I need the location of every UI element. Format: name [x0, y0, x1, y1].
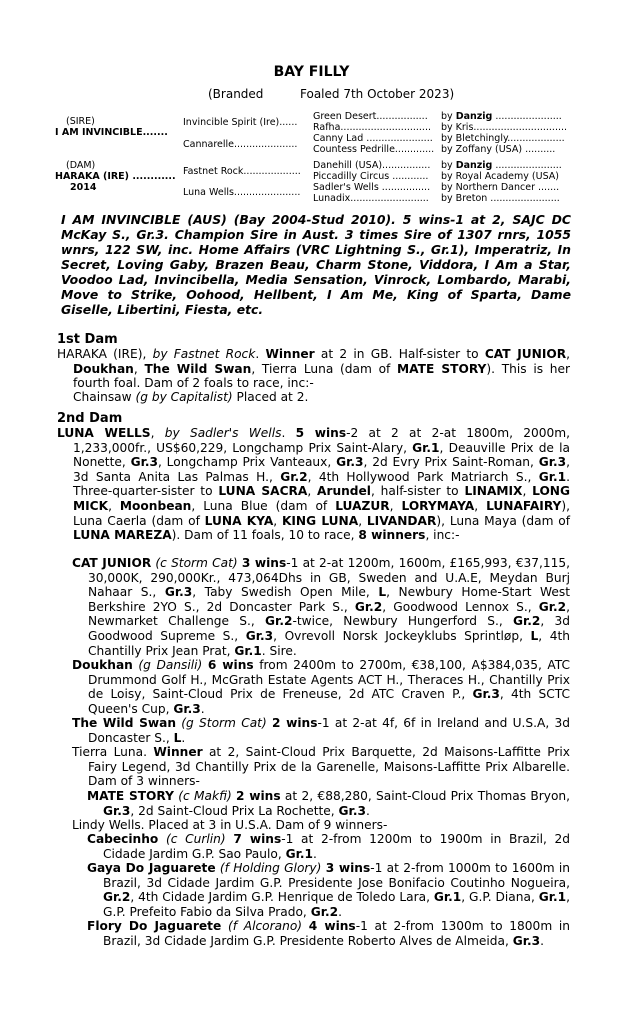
text-run: (f Holding Glory) [219, 861, 322, 875]
text-run: 6 wins [207, 658, 254, 672]
text-run: , Deauville Prix de la Nonette, [73, 440, 570, 470]
g3-by: by Kris............................... [441, 122, 568, 133]
text-run: HARAKA (IRE), [57, 347, 153, 361]
dam-name: HARAKA (IRE) ............ [55, 171, 176, 182]
text-run: . [255, 347, 266, 361]
g3-by: by Breton ....................... [441, 193, 560, 204]
text-run: Placed at 2. [232, 390, 309, 404]
text-run: , [566, 347, 571, 361]
text-run: , 4th SCTC Queen's Cup, [88, 687, 570, 716]
text-run: Gr.3 [103, 803, 131, 818]
text-run: LUNA SACRA [218, 484, 308, 499]
text-run: Gr.1 [285, 846, 313, 861]
g3-by: by Danzig ...................... [441, 111, 562, 122]
text-run: Gr.2 [103, 890, 131, 905]
text-run: , G.P. Prefeito Fabio da Silva Prado, [103, 890, 570, 919]
text-run: 8 winners [358, 528, 426, 543]
text-run: Gr.1 [234, 643, 262, 658]
text-run: at 2, Saint-Cloud Prix Barquette, 2d Maisons-Laffitte Prix Fairy Legend, 3d Chantilly Prix de la Garenelle, Maisons-Laffitte Prix Albarelle. Dam of 3 winners- [88, 745, 570, 789]
text-run: LORYMAYA [401, 498, 475, 513]
text-run: Gr.3 [245, 628, 274, 643]
text-run: LUNA KYA [204, 513, 274, 528]
text-run: Arundel [317, 484, 371, 499]
text-run: 7 wins [233, 832, 282, 846]
text-run: LONG MICK [73, 484, 571, 513]
text-run: . [181, 730, 186, 745]
text-run: ). Dam of 11 foals, 10 to race, [171, 528, 359, 543]
text-run: , [358, 513, 367, 528]
text-run: Gr.1 [538, 890, 567, 905]
foaled-date: Foaled 7th October 2023) [300, 87, 455, 101]
dam-dam: Luna Wells...................... [183, 187, 301, 198]
g3-by: by Bletchingly................... [441, 133, 565, 144]
text-run: Gr.3 [130, 455, 158, 470]
text-run: , Longchamp Prix Vanteaux, [157, 455, 337, 470]
text-run: . [200, 701, 205, 716]
text-run: Gr.2 [265, 614, 293, 629]
text-run: Moonbean [119, 498, 192, 513]
text-run [302, 919, 309, 933]
text-run: , 2d Evry Prix Saint-Roman, [363, 455, 539, 470]
text-run: (c Storm Cat) [155, 556, 238, 570]
text-run: , [307, 484, 318, 499]
first-dam-foal [73, 390, 570, 405]
g3-name: Green Desert................. [313, 111, 428, 122]
text-run: Gr.2 [280, 469, 308, 484]
text-run: Cabecinho [87, 832, 159, 846]
text-run: , [273, 513, 282, 528]
text-run: Gaya Do Jaguarete [87, 861, 216, 875]
text-run: L [530, 628, 539, 643]
text-run: , [150, 426, 165, 440]
text-run: Gr.3 [164, 585, 193, 600]
sire-sire: Invincible Spirit (Ire)...... [183, 117, 298, 128]
text-run: Winner [153, 745, 203, 759]
text-run: Gr.3 [512, 933, 541, 948]
text-run: LIVANDAR [366, 513, 437, 528]
first-dam-heading: 1st Dam [57, 332, 118, 347]
text-run: , 4th Cidade Jardim G.P. Henrique de Toledo Lara, [130, 890, 434, 905]
text-run: 5 wins [295, 426, 347, 440]
text-run: Gr.1 [433, 890, 462, 905]
dam-year: 2014 [70, 182, 97, 193]
progeny-lindy-wells [72, 818, 570, 833]
text-run: 2 wins [271, 716, 318, 730]
text-run: Gr.2 [538, 599, 567, 614]
text-run: LINAMIX [464, 484, 523, 499]
text-run: at 2, €88,280, Saint-Cloud Prix Thomas Bryon, [280, 789, 570, 803]
text-run: , Tierra Luna (dam of [251, 361, 398, 376]
text-run [221, 919, 228, 933]
text-run: , G.P. Diana, [461, 890, 539, 905]
text-run: , [133, 361, 145, 376]
text-run: 4 wins [308, 919, 356, 933]
g3-name: Countess Pedrille............. [313, 144, 435, 155]
text-run: 2 wins [236, 789, 281, 803]
text-run: . [365, 803, 370, 818]
text-run [158, 832, 166, 846]
text-run: Tierra Luna. [72, 745, 154, 759]
text-run: Lindy Wells. Placed at 3 in U.S.A. Dam of 9 winners- [72, 818, 388, 832]
g3-by: by Royal Academy (USA) [441, 171, 559, 182]
sire-summary: I AM INVINCIBLE (AUS) (Bay 2004-Stud 2010). 5 wins-1 at 2, SAJC DC McKay S., Gr.3. Champion Sire in Aust. 3 times Sire of 1307 rnrs, 1055 wnrs, 122 SW, inc. Home Affairs (VRC Lightning S., Gr.1), Imperatriz, In Secret, Loving Gaby, Brazen Beau, Charm Stone, Viddora, I Am a Star, Voodoo Lad, Invincibella, Media Sensation, Vinrock, Lombardo, Marabi, Move to Strike, Oohood, Hellbent, I Am Me, King of Sparta, Dame Giselle, Libertini, Fiesta, etc. [61, 212, 571, 317]
text-run: The Wild Swan [72, 716, 177, 730]
progeny-cat-junior [72, 556, 571, 658]
text-run: , Newbury Home-Start West Berkshire 2YO S., 2d Doncaster Park S., [88, 585, 571, 614]
text-run: , [474, 498, 487, 513]
g3-name: Sadler's Wells ................ [313, 182, 431, 193]
text-run: Gr.2 [310, 904, 339, 919]
text-run: at 2 in GB. Half-sister to [314, 347, 485, 361]
progeny-wild-swan [72, 716, 571, 745]
g3-by: by Danzig ...................... [441, 160, 562, 171]
text-run: Doukhan [72, 658, 133, 672]
text-run: ), Luna Caerla (dam of [73, 498, 570, 528]
text-run: Gr.3 [538, 455, 567, 470]
progeny-tierra-luna [72, 745, 570, 789]
text-run: , 4th Chantilly Prix Jean Prat, [88, 628, 571, 658]
text-run: -twice, Newbury Hungerford S., [292, 614, 513, 629]
grandprogeny-gaya [87, 861, 571, 919]
text-run: . [338, 904, 342, 919]
text-run: , 3d Santa Anita Las Palmas H., [73, 455, 571, 484]
text-run: . [312, 846, 317, 861]
text-run: Gr.2 [354, 599, 383, 614]
text-run: Flory Do Jaguarete [87, 919, 222, 933]
text-run: , Ovrevoll Norsk Jockeyklubs Sprintløp, [273, 628, 531, 643]
text-run: , 2d Saint-Cloud Prix La Rochette, [130, 803, 339, 818]
text-run: , inc:- [425, 528, 460, 543]
text-run: LUNA MAREZA [73, 528, 172, 543]
text-run: Gr.3 [173, 701, 201, 716]
g3-name: Rafha.............................. [313, 122, 431, 133]
text-run: MATE STORY [87, 789, 174, 803]
g3-name: Lunadix.......................... [313, 193, 429, 204]
text-run: LUAZUR [335, 498, 390, 513]
text-run: , Luna Blue (dam of [191, 498, 336, 513]
sire-name: I AM INVINCIBLE....... [55, 127, 168, 138]
text-run: , 4th Hollywood Park Matriarch S., [307, 469, 539, 484]
text-run: , [522, 484, 533, 499]
text-run: 3 wins [325, 861, 371, 875]
text-run: , Goodwood Lennox S., [382, 599, 539, 614]
text-run: Doukhan [73, 361, 134, 376]
text-run: , 3d Goodwood Supreme S., [88, 614, 571, 643]
text-run: , [108, 498, 120, 513]
text-run: Winner [265, 347, 315, 361]
dam-sire: Fastnet Rock................... [183, 166, 301, 177]
text-run: . Three-quarter-sister to [73, 469, 570, 499]
text-run: L [173, 730, 182, 745]
text-run: (g by Capitalist) [135, 390, 233, 404]
text-run: Gr.3 [336, 455, 364, 470]
text-run: -1 at 2-at 1200m, 1600m, £165,993, €37,115, 30,000K, 290,000Kr., 473,064Dhs in GB, Sweden and U.A.E, Meydan Burj Nahaar S., [88, 556, 571, 600]
text-run: from 2400m to 2700m, €38,100, A$384,035, ATC Drummond Golf H., McGrath Estate Agents ACT H., Theraces H., Chantilly Prix de Loisy, Saint-Cloud Prix de Freneuse, 2d ATC Craven P., [88, 658, 571, 702]
text-run: . Sire. [261, 643, 297, 658]
text-run: , Taby Swedish Open Mile, [192, 585, 379, 600]
text-run: The Wild Swan [144, 361, 252, 376]
g3-by: by Zoffany (USA) .......... [441, 144, 556, 155]
text-run: ). This is her fourth foal. Dam of 2 foals to race, inc:- [73, 361, 571, 391]
text-run: -1 at 2-from 1200m to 1900m in Brazil, 2d Cidade Jardim G.P. Sao Paulo, [103, 832, 571, 861]
text-run: (f Alcorano) [227, 919, 303, 933]
text-run: , half-sister to [370, 484, 465, 499]
grandprogeny-cabecinho [87, 832, 571, 861]
text-run: L [378, 585, 387, 600]
text-run: -1 at 2-from 1300m to 1800m in Brazil, 3d Cidade Jardim G.P. Presidente Roberto Alves de Almeida, [103, 919, 571, 948]
text-run: Gr.3 [472, 687, 500, 702]
grandprogeny-flory [87, 919, 571, 948]
g3-name: Danehill (USA)................ [313, 160, 431, 171]
text-run: . [540, 933, 544, 948]
text-run: 3 wins [241, 556, 287, 570]
g3-by: by Northern Dancer ....... [441, 182, 560, 193]
text-run: . [281, 426, 296, 440]
page-title: BAY FILLY [273, 64, 350, 80]
g3-name: Piccadilly Circus ............ [313, 171, 429, 182]
first-dam-text [57, 347, 571, 391]
text-run: (g Storm Cat) [181, 716, 267, 730]
sire-dam: Cannarelle..................... [183, 139, 298, 150]
text-run: -1 at 2-at 4f, 6f in Ireland and U.S.A, 3d Doncaster S., [88, 716, 571, 745]
text-run: MATE STORY [397, 361, 487, 376]
text-run: CAT JUNIOR [72, 556, 152, 570]
second-dam-heading: 2nd Dam [57, 411, 123, 426]
text-run: Gr.1 [412, 440, 440, 455]
text-run: Gr.1 [538, 469, 567, 484]
dam-label: (DAM) [66, 160, 96, 171]
grandprogeny-mate-story [87, 789, 570, 818]
text-run: , Newmarket Challenge S., [88, 599, 570, 629]
sire-label: (SIRE) [66, 116, 95, 127]
text-run: (c Makfi) [178, 789, 232, 803]
text-run: KING LUNA [281, 513, 359, 528]
text-run: LUNA WELLS [57, 426, 151, 440]
text-run: LUNAFAIRY [486, 498, 562, 513]
text-run: (c Curlin) [165, 832, 226, 846]
branded-note: (Branded [208, 87, 264, 101]
text-run: Chainsaw [73, 390, 136, 404]
text-run: CAT JUNIOR [484, 347, 567, 361]
progeny-doukhan [72, 658, 571, 716]
text-run: -1 at 2-from 1000m to 1600m in Brazil, 3d Cidade Jardim G.P. Presidente Jose Bonifacio Coutinho Nogueira, [103, 861, 571, 890]
text-run: ), Luna Maya (dam of [436, 513, 570, 528]
text-run: by Sadler's Wells [164, 426, 282, 440]
text-run: , [389, 498, 402, 513]
text-run: Gr.2 [512, 614, 541, 629]
g3-name: Canny Lad ...................... [313, 133, 433, 144]
text-run: (g Dansili) [138, 658, 203, 672]
text-run: Gr.3 [338, 803, 366, 818]
text-run: by Fastnet Rock [152, 347, 256, 361]
text-run: -2 at 2 at 2-at 1800m, 2000m, 1,233,000fr., US$60,229, Longchamp Prix Saint-Alary, [73, 426, 571, 455]
second-dam-text [57, 426, 571, 543]
